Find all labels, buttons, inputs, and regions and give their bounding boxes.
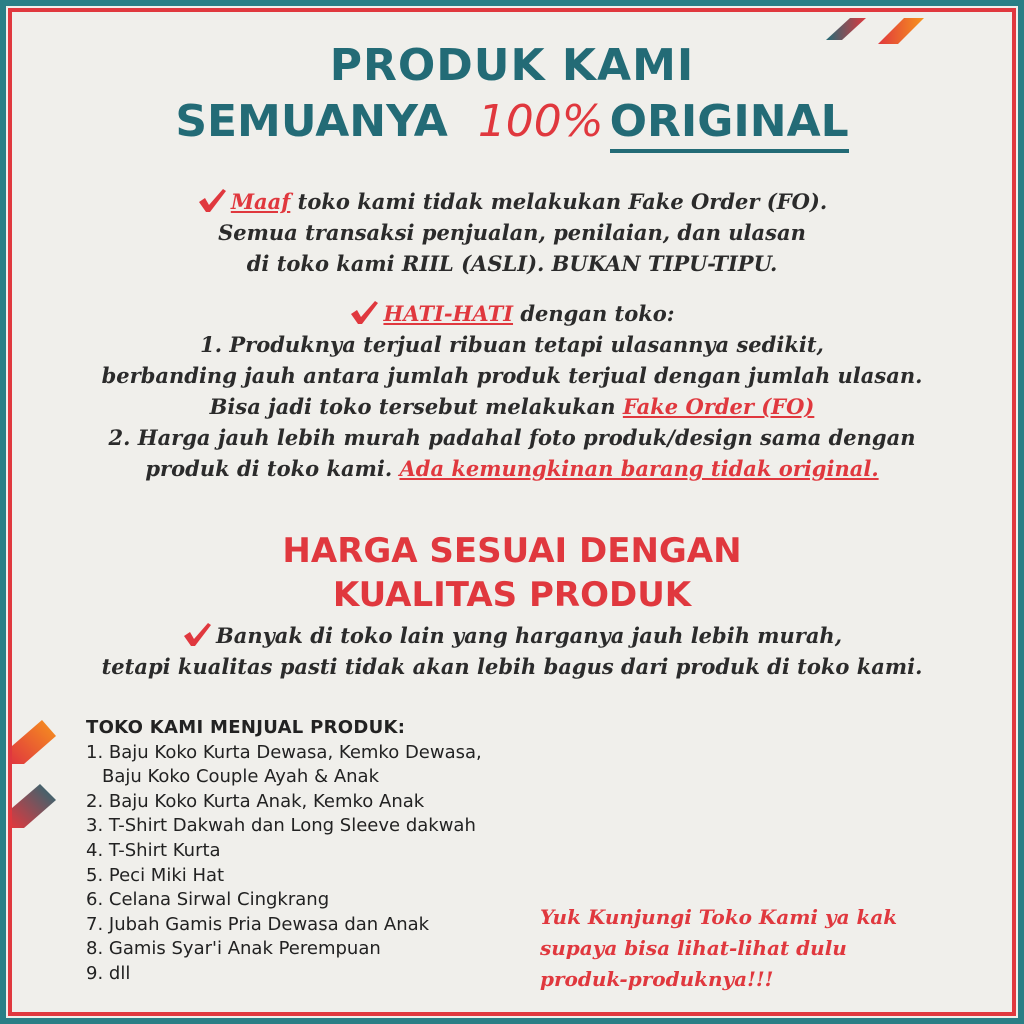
notice1-line1-text: toko kami tidak melakukan Fake Order (FO). (290, 189, 828, 214)
price-note (0, 620, 1024, 682)
list-item: 5. Peci Miki Hat (86, 864, 225, 886)
list-item: 4. T-Shirt Kurta (86, 839, 221, 861)
notice-fake-order (0, 186, 1024, 279)
notice1-lead: Maaf (230, 189, 291, 214)
product-list-heading: TOKO KAMI MENJUAL PRODUK: (86, 717, 406, 738)
notice2-warning-highlight: Ada kemungkinan barang tidak original. (399, 456, 879, 481)
list-item: 6. Celana Sirwal Cingkrang (86, 889, 330, 911)
notice2-line1-text: dengan toko: (513, 301, 675, 326)
notice2-line6 (0, 453, 1024, 484)
call-to-action (540, 902, 1010, 995)
cta-line2: supaya bisa lihat-lihat dulu (540, 936, 847, 960)
headline-word-original: ORIGINAL (610, 96, 849, 153)
notice2-line2: 1. Produknya terjual ribuan tetapi ulasannya sedikit, (200, 332, 824, 357)
cta-line3: produk-produknya!!! (540, 967, 774, 991)
price-note-line2: tetapi kualitas pasti tidak akan lebih bagus dari produk di toko kami. (101, 654, 923, 679)
notice2-line1 (0, 298, 1024, 329)
notice1-line1 (0, 186, 1024, 217)
notice-hati-hati (0, 298, 1024, 484)
notice1-line3: di toko kami RIIL (ASLI). BUKAN TIPU-TIPU. (246, 251, 778, 276)
product-list (86, 716, 482, 987)
notice2-line5: 2. Harga jauh lebih murah padahal foto produk/design sama dengan (108, 425, 916, 450)
list-item: 7. Jubah Gamis Pria Dewasa dan Anak (86, 913, 430, 935)
list-item: 8. Gamis Syar'i Anak Perempuan (86, 938, 381, 960)
checkmark-icon (197, 187, 227, 213)
notice2-line3: berbanding jauh antara jumlah produk terjual dengan jumlah ulasan. (101, 363, 923, 388)
headline-line1: PRODUK KAMI (329, 40, 695, 91)
notice2-fake-order-highlight: Fake Order (FO) (622, 394, 815, 419)
list-item: 2. Baju Koko Kurta Anak, Kemko Anak (86, 790, 425, 812)
checkmark-icon (349, 299, 379, 325)
notice2-line4-text: Bisa jadi toko tersebut melakukan (209, 394, 623, 419)
side-stripes-left (10, 716, 62, 836)
list-item: 1. Baju Koko Kurta Dewasa, Kemko Dewasa, (86, 741, 482, 763)
notice2-lead: HATI-HATI (383, 301, 514, 326)
price-note-line1 (0, 620, 1024, 651)
notice2-line6-text: produk di toko kami. (145, 456, 400, 481)
price-title-line1: HARGA SESUAI DENGAN (282, 531, 742, 571)
price-note-line1-text: Banyak di toko lain yang harganya jauh lebih murah, (215, 623, 843, 648)
checkmark-icon (182, 621, 212, 647)
notice1-line2: Semua transaksi penjualan, penilaian, dan ulasan (218, 220, 806, 245)
list-item: 3. T-Shirt Dakwah dan Long Sleeve dakwah (86, 815, 476, 837)
headline-line2 (0, 96, 1024, 147)
cta-line1: Yuk Kunjungi Toko Kami ya kak (540, 905, 898, 929)
list-item: 9. dll (86, 962, 131, 984)
headline-word-semuanya: SEMUANYA (175, 96, 448, 147)
list-item: Baju Koko Couple Ayah & Anak (102, 766, 379, 788)
headline-percent: 100% (477, 96, 604, 147)
notice2-line4 (0, 391, 1024, 422)
price-title-line2: KUALITAS PRODUK (332, 575, 692, 615)
